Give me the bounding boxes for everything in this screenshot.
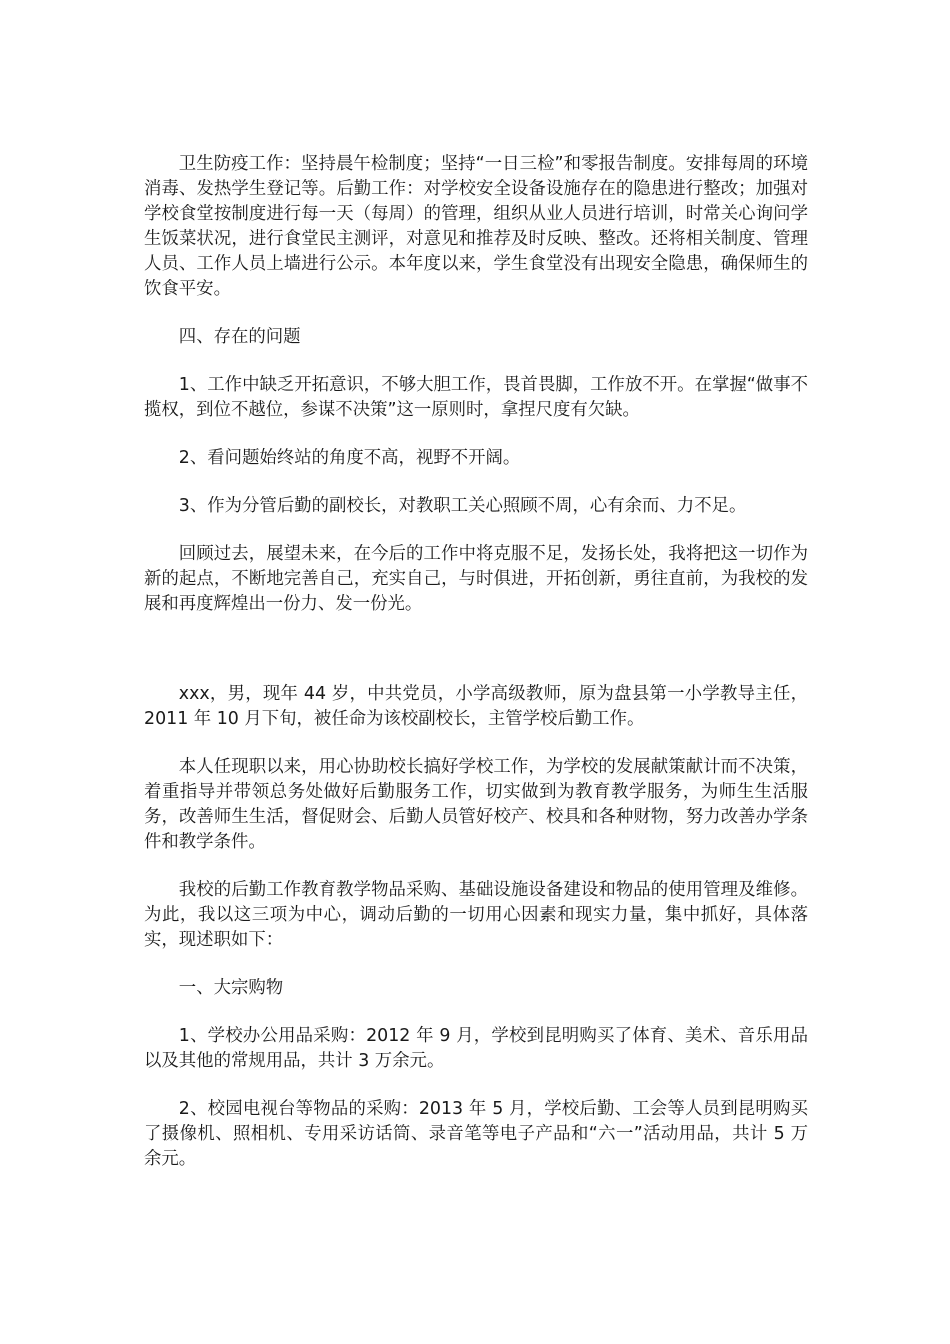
paragraph-purchase-1: 1、学校办公用品采购：2012 年 9 月，学校到昆明购买了体育、美术、音乐用品以及其他的常规用品，共计 3 万余元。 (144, 1026, 808, 1071)
paragraph-problem-1: 1、工作中缺乏开拓意识，不够大胆工作，畏首畏脚，工作放不开。在掌握“做事不揽权，到位不越位，参谋不决策”这一原则时，拿捏尺度有欠缺。 (144, 375, 808, 420)
paragraph-personal-info: xxx，男，现年 44 岁，中共党员，小学高级教师，原为盘县第一小学教导主任，2011 年 10 月下旬，被任命为该校副校长，主管学校后勤工作。 (144, 684, 808, 729)
paragraph-duties: 本人任现职以来，用心协助校长搞好学校工作，为学校的发展献策献计而不决策，着重指导并带领总务处做好后勤服务工作，切实做到为教育教学服务，为师生生活服务，改善师生生活，督促财会、后勤人员管好校产、校具和各种财物，努力改善办学条件和教学条件。 (144, 757, 808, 852)
paragraph-hygiene-logistics: 卫生防疫工作：坚持晨午检制度；坚持“一日三检”和零报告制度。安排每周的环境消毒、发热学生登记等。后勤工作：对学校安全设备设施存在的隐患进行整改；加强对学校食堂按制度进行每一天（每周）的管理，组织从业人员进行培训，时常关心询问学生饭菜状况，进行食堂民主测评，对意见和推荐及时反映、整改。还将相关制度、管理人员、工作人员上墙进行公示。本年度以来，学生食堂没有出现安全隐患，确保师生的饮食平安。 (144, 154, 808, 299)
heading-existing-problems: 四、存在的问题 (178, 327, 301, 347)
paragraph-purchase-2: 2、校园电视台等物品的采购：2013 年 5 月，学校后勤、工会等人员到昆明购买了摄像机、照相机、专用采访话筒、录音笔等电子产品和“六一”活动用品，共计 5 万余元。 (144, 1099, 808, 1169)
paragraph-problem-3: 3、作为分管后勤的副校长，对教职工关心照顾不周，心有余而、力不足。 (178, 496, 747, 516)
paragraph-logistics-overview: 我校的后勤工作教育教学物品采购、基础设施设备建设和物品的使用管理及维修。为此，我以这三项为中心，调动后勤的一切用心因素和现实力量，集中抓好，具体落实，现述职如下： (144, 880, 808, 950)
section-spacer (144, 640, 808, 682)
heading-bulk-purchasing: 一、大宗购物 (178, 978, 284, 998)
document-page (144, 152, 808, 1195)
paragraph-problem-2: 2、看问题始终站的角度不高，视野不开阔。 (178, 448, 521, 468)
paragraph-outlook: 回顾过去，展望未来，在今后的工作中将克服不足，发扬长处，我将把这一切作为新的起点，不断地完善自己，充实自己，与时俱进，开拓创新，勇往直前，为我校的发展和再度辉煌出一份力、发一份光。 (144, 544, 808, 614)
